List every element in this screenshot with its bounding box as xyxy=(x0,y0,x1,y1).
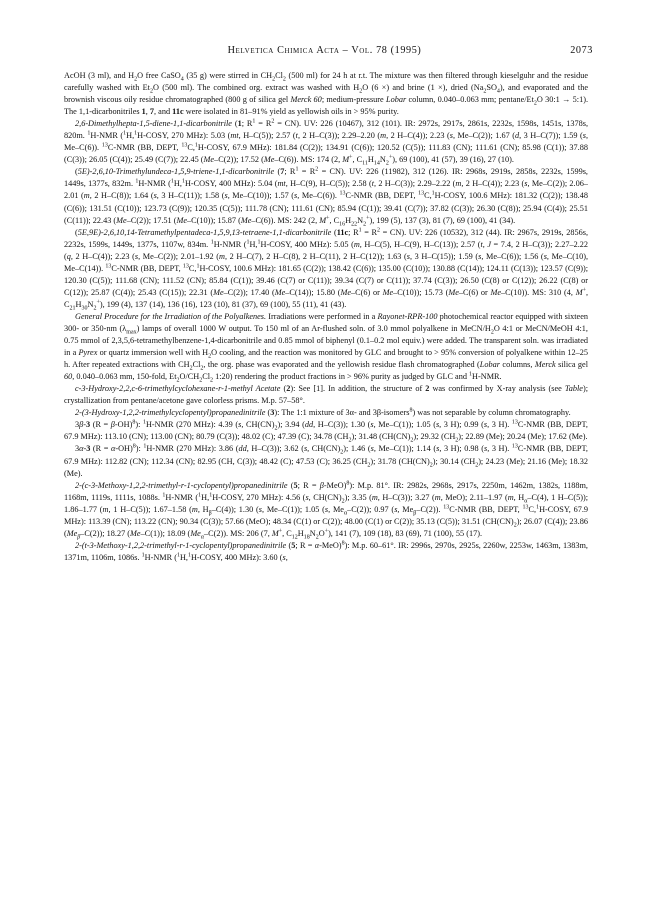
paragraph-workup: AcOH (3 ml), and $H_2O$ free CaSO$_4$ (35 g) were stirred in $CH_2Cl_2$ (500 ml) for 24 h at r.t. The mixture was then filtered through kieselguhr and the residue carefully washed with $Et_2O$ (500 ml). The combined org. extract was washed with $H_2O$ (6 ×) and brine (1 ×), dried $(Na_2SO_4)$, and evaporated and the brownish viscous oily residue chromatographed (800 g of silica gel Merck 60; medium-pressure Lobar column, 0.040–0.063 mm; pentane/$Et_2O$ 30:1 → 5:1). The 1,1-dicarbonitriles 1, 7, and 11c were isolated in 81–91% yield as yellowish oils in > 95% purity. xyxy=(64,71,588,117)
paragraph-compound-7: (5E)-2,6,10-Trimethylundeca-1,5,9-triene-1,1-dicarbonitrile (7; $R^1 = R^2 = CN$). UV: 226 (11982), 312 (126). IR: 2968s, 2919s, 2858s, 2232s, 1599s, 1449s, 1377s, 832m. $^1$H-NMR ($^1$H,$^1$H-COSY, 400 MHz): 5.04 (mt, H–C(9), H–C(5)); 2.58 (t, 2 H–C(3)); 2.29–2.22 (m, 2 H–C(4)); 2.23 (s, Me–C(2)); 2.06–2.01 (m, 2 H–C(8)); 1.64 (s, 3 H–C(11)); 1.58 (s, Me–C(10)); 1.57 (s, Me–C(6)). $^{13}$C-NMR (BB, DEPT, $^{13}$C,$^1$H-COSY, 100.6 MHz): 181.32 (C(2)); 138.48 (C(6)); 131.51 (C(10)); 123.73 (C(9)); 120.35 (C(5)); 111.78 (CN); 111.61 (CN); 85.94 (C(1)); 39.41 (C(7)); 37.82 (C(3)); 26.30 (C(8)); 25.94 (C(4)); 25.51 (C(11)); 22.43 (Me–C(2)); 17.51 (Me–C(10)); 15.87 (Me–C(6)). MS: 242 (2, M+, $C_{16}H_{22}N_2^+$), 199 (5), 137 (3), 81 (7), 69 (100), 41 (34). xyxy=(64,166,588,228)
paragraph-compound-5-alpha: 2-(t-3-Methoxy-1,2,2-trimethyl-r-1-cyclopentyl)propanedinitrile (5; R = α-MeO)$^8$): M.p. 60–61°. IR: 2996s, 2970s, 2925s, 2260w, 2253w, 1463m, 1383m, 1371m, 1106m, 1086s. $^1$H-NMR ($^1$H,$^1$H-COSY, 400 MHz): 3.60 (s, xyxy=(64,540,588,562)
journal-title: Helvetica Chimica Acta – Vol. 78 (1995) xyxy=(227,45,422,56)
paragraph-irradiation-procedure: General Procedure for the Irradiation of the Polyalkenes. Irradiations were performed in a Rayonet-RPR-100 photochemical reactor equipped with sixteen 300- or 350-nm $(\lambda_{max})$ lamps of overall 1000 W output. To 150 ml of an Ar-flushed soln. of 3.0 mmol polyalkene in MeCN/$H_2O$ 4:1 or MeCN/MeOH 4:1, 0.75 mmol of 2,3,5,6-tetramethylbenzene-1,4-dicarbonitrile and 0.85 mmol of biphenyl (0.1–0.2 mol equiv.) were added. The transparent soln. was irradiated in a Pyrex or quartz immersion well with $H_2O$ cooling, and the reaction was monitored by GLC and brought to > 95% conversion of polyalkene within 12–25 h. After repeated extractions with $CH_2Cl_2$, the org. phase was evaporated and the yellowish residue flash chromatographed (Lobar columns, Merck silica gel 60, 0.040–0.063 mm, 150-fold, $Et_2O/CH_2Cl_2$ 1:20) rendering the product fractions in > 96% purity as judged by GLC and $^1$H-NMR. xyxy=(64,311,588,384)
paragraph-compound-1: 2,6-Dimethylhepta-1,5-diene-1,1-dicarbonitrile (1; $R^1 = R^2 = CN$). UV: 226 (10467), 312 (101). IR: 2972s, 2917s, 2861s, 2232s, 1598s, 1451s, 1378s, 820m. $^1$H-NMR ($^1$H,$^1$H-COSY, 270 MHz): 5.03 (mt, H–C(5)); 2.57 (t, 2 H–C(3)); 2.29–2.20 (m, 2 H–C(4)); 2.23 (s, Me–C(2)); 1.67 (d, 3 H–C(7)); 1.59 (s, Me–C(6)). $^{13}$C-NMR (BB, DEPT, $^{13}$C,$^1$H-COSY, 67.9 MHz): 181.84 (C(2)); 134.91 (C(6)); 120.52 (C(5)); 111.83 (CN); 111.61 (CN); 85.98 (C(1)); 37.88 (C(3)); 26.05 (C(4)); 25.49 (C(7)); 22.45 (Me–C(2)); 17.52 (Me–C(6)). MS: 174 (2, M+, $C_{11}H_{14}N_2^+$), 69 (100), 41 (57), 39 (16), 27 (10). xyxy=(64,118,588,167)
paragraph-compound-2: c-3-Hydroxy-2,2,c-6-trimethylcyclohexane-r-1-methyl Acetate (2): See [1]. In addition, the structure of 2 was confirmed by X-ray analysis (see Table); crystallization from pentane/acetone gave colorless prisms. M.p. 57–58°. xyxy=(64,384,588,406)
paragraph-compound-3beta: 3β-3 (R = β-OH)$^8$): $^1$H-NMR (270 MHz): 4.39 (s, $CH(CN)_2$); 3.94 (dd, H–C(3)); 1.30 (s, Me–C(1)); 1.05 (s, 3 H); 0.99 (s, 3 H). $^{13}$C-NMR (BB, DEPT, 67.9 MHz): 113.10 (CN); 113.00 (CN); 80.79 (C(3)); 48.02 (C); 47.39 (C); 34.78 $(CH_2)$; 31.48 $(CH(CN)_2)$; 29.32 $(CH_2)$; 22.89 (Me); 20.24 (Me); 17.62 (Me). xyxy=(64,419,588,445)
paragraph-compound-3alpha: 3α-3 (R = α-OH)$^8$): $^1$H-NMR (270 MHz): 3.86 (dd, H–C(3)); 3.62 (s, $CH(CN)_2$); 1.46 (s, Me–C(1)); 1.14 (s, 3 H); 0.98 (s, 3 H). $^{13}$C-NMR (BB, DEPT, 67.9 MHz): 112.82 (CN); 112.34 (CN); 82.95 (CH, C(3)); 48.42 (C); 47.53 (C); 36.25 $(CH_2)$; 31.78 $(CH(CN)_2)$; 30.14 $(CH_2)$; 24.23 (Me); 21.16 (Me); 18.32 (Me). xyxy=(64,443,588,478)
page-number: 2073 xyxy=(570,45,593,56)
running-header xyxy=(0,45,649,61)
paragraph-compound-3: 2-(3-Hydroxy-1,2,2-trimethylcyclopentyl)propanedinitrile (3): The 1:1 mixture of 3α- and 3β-isomers$^8$) was not separable by column chromatography. xyxy=(75,407,571,418)
paragraph-compound-11c: (5E,9E)-2,6,10,14-Tetramethylpentadeca-1,5,9,13-tetraene-1,1-dicarbonitrile (11c; $R^1 = R^2 = CN$). UV: 226 (10532), 312 (44). IR: 2967s, 2919s, 2856s, 2232s, 1599s, 1449s, 1377s, 1107w, 834m. $^1$H-NMR ($^1$H,$^1$H-COSY, 400 MHz): 5.05 (m, H–C(5), H–C(9), H–C(13)); 2.57 (t, J = 7.4, 2 H–C(3)); 2.27–2.22 (q, 2 H–C(4)); 2.23 (s, Me–C(2)); 2.01–1.92 (m, 2 H–C(7), 2 H–C(8), 2 H–C(11), 2 H–C(12)); 1.63 (s, 3 H–C(15)); 1.59 (s, Me–C(6)); 1.56 (s, Me–C(10), Me–C(14)). $^{13}$C-NMR (BB, DEPT, $^{13}$C,$^1$H-COSY, 100.6 MHz): 181.65 (C(2)); 138.42 (C(6)); 135.00 (C(10)); 130.88 (C(14)); 124.11 (C(13)); 123.57 (C(9)); 120.30 (C(5)); 111.68 (CN); 111.52 (CN); 85.84 (C(1)); 39.46 (C(7) or C(11)); 39.34 (C(7) or C(11)); 37.74 (C(3)); 26.50 (C(8) or C(12)); 26.22 (C(8) or C(12)); 25.87 (C(4)); 25.43 (C(15)); 22.31 (Me–C(2)); 17.40 (Me–C(14)); 15.80 (Me–C(6) or Me–C(10)); 15.73 (Me–C(6) or Me–C(10)). MS: 310 (4, M+, $C_{21}H_{30}N_2^+$), 199 (4), 137 (14), 136 (16), 123 (10), 81 (37), 69 (100), 55 (11), 41 (43). xyxy=(64,226,588,312)
paragraph-compound-5-beta: 2-(c-3-Methoxy-1,2,2-trimethyl-r-1-cyclopentyl)propanedinitrile (5; R = β-MeO)$^8$): M.p. 81°. IR: 2982s, 2968s, 2917s, 2250m, 1462m, 1382s, 1188m, 1168m, 1119s, 1111s, 1088s. $^1$H-NMR ($^1$H,$^1$H-COSY, 270 MHz): 4.56 (s, $CH(CN)_2$); 3.35 (m, H–C(3)); 3.27 (m, MeO); 2.11–1.97 (m, $H_\alpha-C(4)$, 1 H–C(5)); 1.86–1.77 (m, 1 H–C(5)); 1.67–1.58 (m, $H_\beta-C(4)$); 1.30 (s, Me–C(1)); 1.05 (s, $Me_\alpha-C(2)$); 0.97 (s, $Me_\beta-C(2)$). $^{13}$C-NMR (BB, DEPT, $^{13}$C,$^1$H-COSY, 67.9 MHz): 113.39 (CN); 113.22 (CN); 90.34 (C(3)); 57.66 (MeO); 48.34 (C(1) or C(2)); 48.00 (C(1) or C(2)); 35.13 (C(5)); 31.51 $(CH(CN)_2)$; 26.07 (C(4)); 23.86 $(Me_\beta-C(2))$; 18.27 (Me–C(1)); 18.09 $(Me_\alpha-C(2))$. MS: 206 (7, M+, $C_{12}H_{18}N_2O^+$), 141 (7), 109 (18), 83 (69), 71 (100), 55 (17). xyxy=(64,479,588,541)
body-text xyxy=(64,70,588,906)
